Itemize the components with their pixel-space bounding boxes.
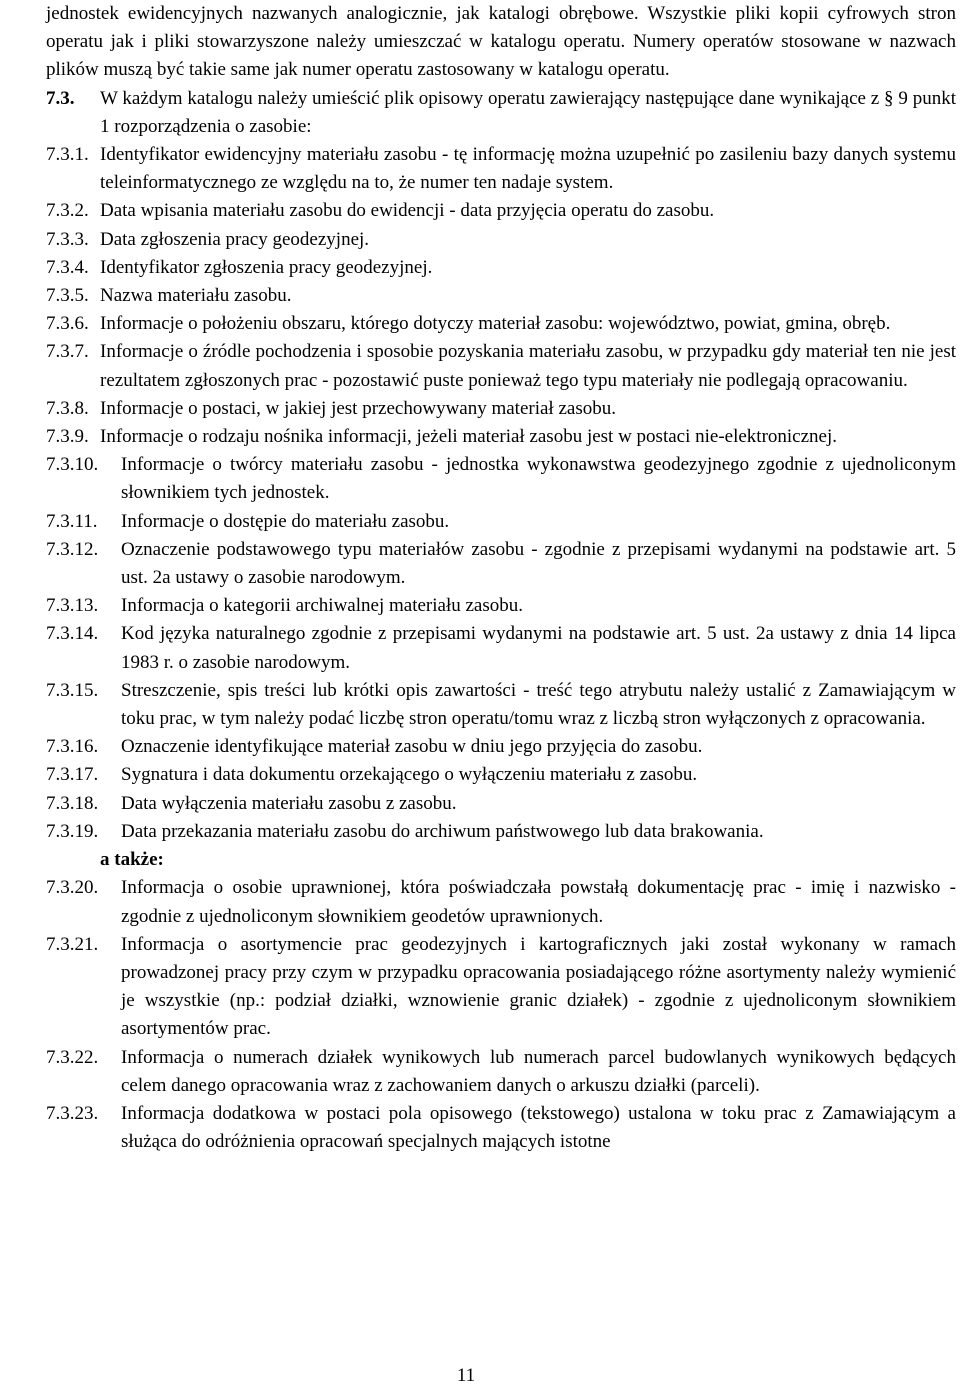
item-text: Informacje o położeniu obszaru, którego dotyczy materiał zasobu: województwo, powiat, gmina, obręb. <box>100 313 891 335</box>
list-item <box>46 592 956 620</box>
item-number: 7.3.4. <box>46 256 89 278</box>
document-body <box>46 0 956 1156</box>
item-number: 7.3.11. <box>46 510 98 532</box>
item-text: Informacje o dostępie do materiału zasobu. <box>121 510 450 532</box>
section-heading <box>46 85 956 141</box>
list-item <box>46 931 956 1044</box>
item-text: Informacja o kategorii archiwalnej materiału zasobu. <box>121 595 523 617</box>
page-number: 11 <box>456 1365 476 1386</box>
item-number: 7.3.1. <box>46 144 89 166</box>
item-text: Data przekazania materiału zasobu do archiwum państwowego lub data brakowania. <box>121 820 764 842</box>
item-number: 7.3.3. <box>46 228 89 250</box>
item-text: Nazwa materiału zasobu. <box>100 285 292 307</box>
list-item <box>46 451 956 507</box>
list-item <box>46 818 956 846</box>
item-number: 7.3.6. <box>46 313 89 335</box>
intro-paragraph: jednostek ewidencyjnych nazwanych analogicznie, jak katalogi obrębowe. Wszystkie pliki kopii cyfrowych stron operatu jak i pliki stowarzyszone należy umieszczać w katalogu operatu. Numery operatów stosowane w nazwach plików muszą być takie same jak numer operatu zastosowany w katalogu operatu. <box>46 3 956 81</box>
item-text: Informacje o twórcy materiału zasobu - jednostka wykonawstwa geodezyjnego zgodnie z ujednoliconym słownikiem tych jednostek. <box>121 454 956 504</box>
item-text: Informacja o asortymencie prac geodezyjnych i kartograficznych jaki został wykonany w ramach prowadzonej pracy przy czym w przypadku opracowania posiadającego różne asortymenty należy wymienić je wszystkie (np.: podział działki, wznowienie granic działek) - zgodnie z ujednoliconym słownikiem asortymentów prac. <box>121 933 956 1040</box>
item-text: Informacja dodatkowa w postaci pola opisowego (tekstowego) ustalona w toku prac z Zamawiającym a służąca do odróżnienia opracowań specjalnych mających istotne <box>121 1102 956 1153</box>
item-text: Identyfikator zgłoszenia pracy geodezyjnej. <box>100 256 433 278</box>
item-text: Informacje o postaci, w jakiej jest przechowywany materiał zasobu. <box>100 397 616 419</box>
item-text: Sygnatura i data dokumentu orzekającego o wyłączeniu materiału z zasobu. <box>121 764 698 786</box>
item-number: 7.3.12. <box>46 538 99 560</box>
item-number: 7.3.16. <box>46 736 99 758</box>
item-text: Informacje o źródle pochodzenia i sposobie pozyskania materiału zasobu, w przypadku gdy materiał ten nie jest rezultatem zgłoszonych prac - pozostawić puste ponieważ tego typu materiały nie podlegają opracowaniu. <box>100 341 956 391</box>
item-number: 7.3.20. <box>46 877 99 899</box>
list-item <box>46 282 956 310</box>
item-text: Informacje o rodzaju nośnika informacji, jeżeli materiał zasobu jest w postaci nie-elektronicznej. <box>100 426 838 448</box>
item-number: 7.3.23. <box>46 1102 99 1124</box>
list-item <box>46 338 956 394</box>
list-item <box>46 197 956 225</box>
item-number: 7.3.2. <box>46 200 89 222</box>
item-text: Identyfikator ewidencyjny materiału zasobu - tę informację można uzupełnić po zasileniu bazy danych systemu teleinformatycznego ze względu na to, że numer ten nadaje system. <box>100 144 956 194</box>
item-text: Data wpisania materiału zasobu do ewidencji - data przyjęcia operatu do zasobu. <box>100 200 715 222</box>
item-number: 7.3.7. <box>46 341 89 363</box>
list-item <box>46 395 956 423</box>
item-text: Informacja o numerach działek wynikowych lub numerach parcel budowlanych wynikowych będących celem danego opracowania wraz z zachowaniem danych o arkuszu działki (parceli). <box>121 1046 956 1096</box>
item-text: Oznaczenie podstawowego typu materiałów zasobu - zgodnie z przepisami wydanymi na podstawie art. 5 ust. 2a ustawy o zasobie narodowym. <box>121 538 956 589</box>
list-item <box>46 141 956 197</box>
item-number: 7.3.5. <box>46 285 89 307</box>
item-number: 7.3.13. <box>46 595 99 617</box>
item-number: 7.3.17. <box>46 764 99 786</box>
list-item <box>46 508 956 536</box>
items-list-continued <box>46 874 956 1156</box>
list-item <box>46 620 956 676</box>
item-number: 7.3.21. <box>46 933 99 955</box>
item-number: 7.3.8. <box>46 397 89 419</box>
items-list <box>46 141 956 846</box>
list-item <box>46 761 956 789</box>
list-item <box>46 733 956 761</box>
list-item <box>46 310 956 338</box>
list-item <box>46 254 956 282</box>
item-text: Kod języka naturalnego zgodnie z przepisami wydanymi na podstawie art. 5 ust. 2a ustawy z dnia 14 lipca 1983 r. o zasobie narodowym. <box>121 623 956 673</box>
item-text: Oznaczenie identyfikujące materiał zasobu w dniu jego przyjęcia do zasobu. <box>121 736 703 758</box>
item-text: Data zgłoszenia pracy geodezyjnej. <box>100 228 370 250</box>
item-number: 7.3.19. <box>46 820 99 842</box>
list-item <box>46 536 956 592</box>
item-number: 7.3.22. <box>46 1046 99 1068</box>
item-number: 7.3.10. <box>46 454 99 476</box>
item-text: Informacja o osobie uprawnionej, która poświadczała powstałą dokumentację prac - imię i nazwisko - zgodnie z ujednoliconym słownikiem geodetów uprawnionych. <box>121 877 956 927</box>
item-text: Data wyłączenia materiału zasobu z zasobu. <box>121 792 457 814</box>
list-item <box>46 1044 956 1100</box>
item-number: 7.3.18. <box>46 792 99 814</box>
item-number: 7.3.15. <box>46 679 99 701</box>
item-text: Streszczenie, spis treści lub krótki opis zawartości - treść tego atrybutu należy ustalić z Zamawiającym w toku prac, w tym należy podać liczbę stron operatu/tomu wraz z liczbą stron wyłączonych z opracowania. <box>121 679 956 730</box>
list-item <box>46 790 956 818</box>
item-number: 7.3.9. <box>46 426 89 448</box>
section-number: 7.3. <box>46 87 75 109</box>
list-item <box>46 423 956 451</box>
list-item <box>46 677 956 733</box>
section-text: W każdym katalogu należy umieścić plik opisowy operatu zawierający następujące dane wynikające z § 9 punkt 1 rozporządzenia o zasobie: <box>100 87 956 137</box>
list-item <box>46 226 956 254</box>
also-label: a także: <box>100 849 164 871</box>
list-item <box>46 1100 956 1156</box>
list-item <box>46 874 956 930</box>
item-number: 7.3.14. <box>46 623 99 645</box>
